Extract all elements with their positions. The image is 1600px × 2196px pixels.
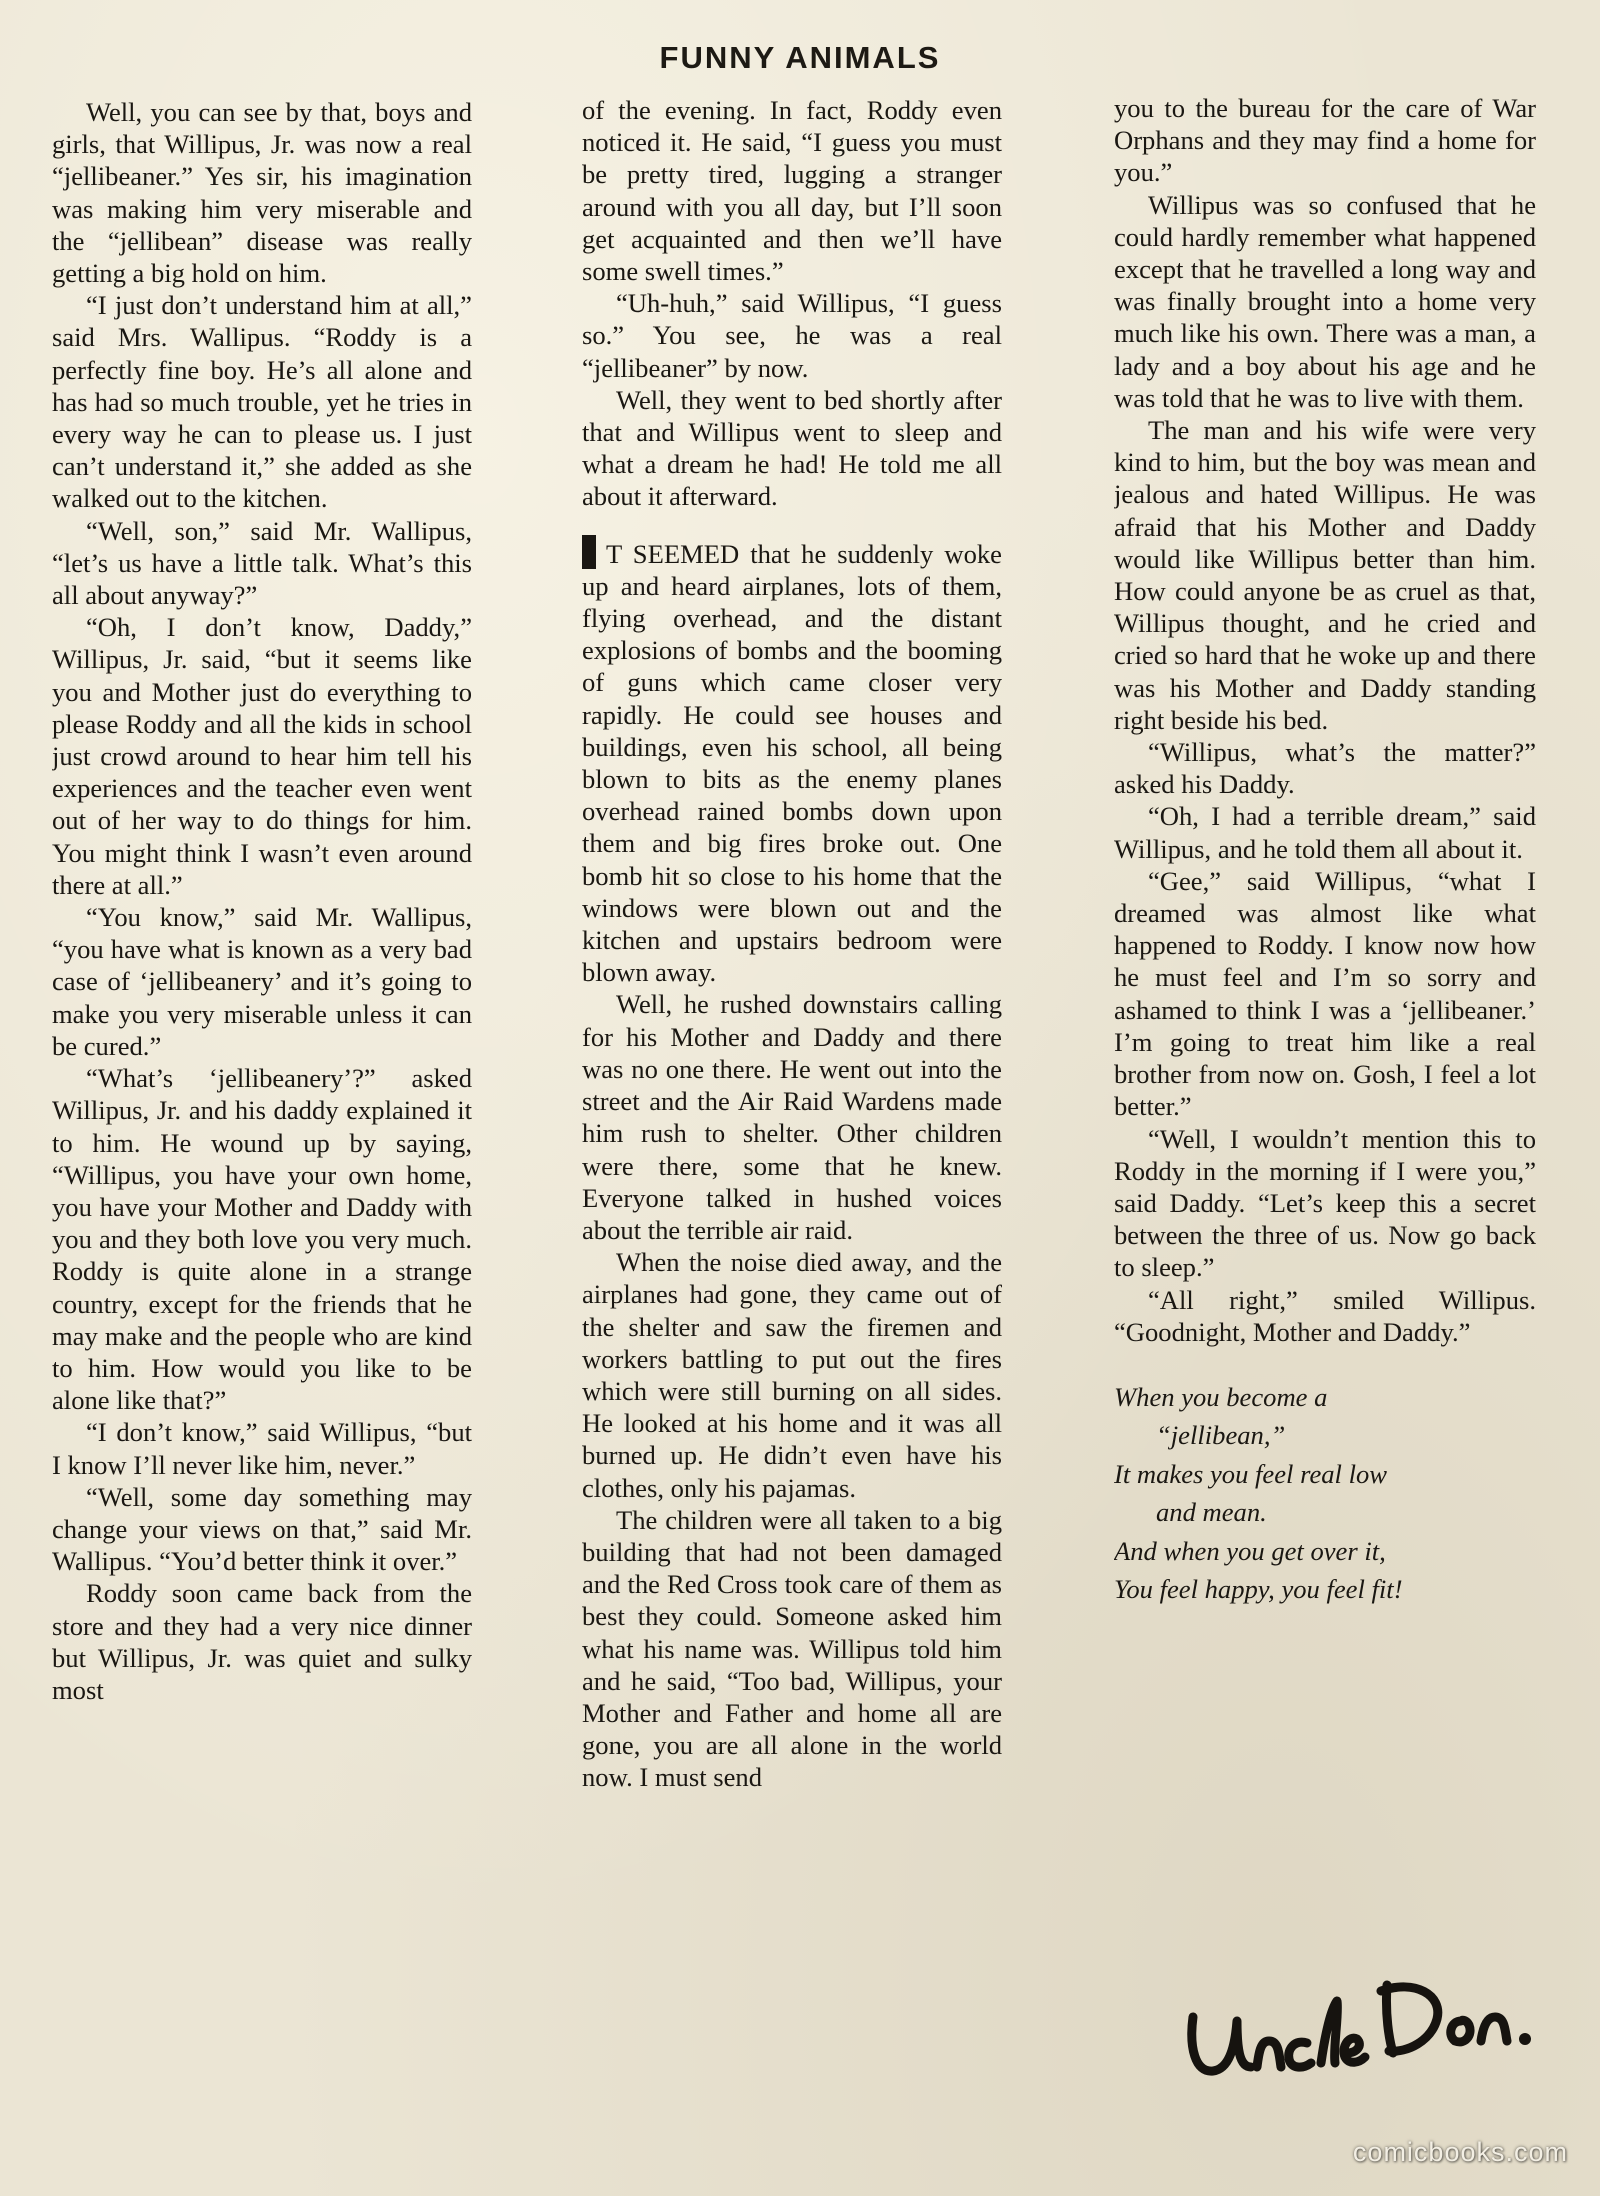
text-column-3 [1114,92,1536,2152]
poem-line: And when you get over it, [1114,1535,1386,1566]
source-credit: comicbooks.com [1352,2137,1568,2167]
paragraph: “You know,” said Mr. Wallipus, “you have what is known as a very bad case of ‘jellibeanery’ and it’s going to make you very miserable unless it can be cured.” [52,902,472,1061]
text-column-2 [582,94,1002,2154]
paragraph: “What’s ‘jellibeanery’?” asked Willipus, Jr. and his daddy explained it to him. He wound up by saying, “Willipus, you have your own home, you have your Mother and Daddy with you and they both love you very much. Roddy is quite alone in a strange country, except for the friends that he may make and the people who are kind to him. How would you like to be alone like that?” [52,1063,472,1416]
poem-line: “jellibean,” [1156,1420,1286,1451]
paragraph: Roddy soon came back from the store and they had a very nice dinner but Willipus, Jr. was quiet and sulky most [52,1578,472,1705]
paragraph-continuation: of the evening. In fact, Roddy even noticed it. He said, “I guess you must be pretty tired, lugging a stranger around with you all day, but I’ll soon get acquainted and then we’ll have some swell times.” [582,95,1002,287]
closing-poem [1114,1378,1536,1609]
uncle-don-signature [1175,1955,1555,2095]
text-column-1 [52,96,472,2156]
page-title: FUNNY ANIMALS [659,40,941,75]
paragraph: The man and his wife were very kind to him, but the boy was mean and jealous and hated Willipus. He was afraid that his Mother and Daddy would like Willipus better than him. How could anyone be as cruel as that, Willipus thought, and he cried and cried so hard that he woke up and there was his Mother and Daddy standing right beside his bed. [1114,415,1536,735]
paragraph: When the noise died away, and the airplanes had gone, they came out of the shelter and saw the firemen and workers battling to put out the fires which were still burning on all sides. He looked at his home and it was all burned up. He didn’t even have his clothes, only his pajamas. [582,1247,1002,1503]
paragraph: “Oh, I don’t know, Daddy,” Willipus, Jr. said, “but it seems like you and Mother just do everything to please Roddy and all the kids in school just crowd around to hear him tell his experiences and the teacher even went out of her way to do things for him. You might think I wasn’t even around there at all.” [52,612,472,900]
paragraph: “Uh-huh,” said Willipus, “I guess so.” You see, he was a real “jellibeaner” by now. [582,288,1002,383]
paragraph: “I don’t know,” said Willipus, “but I know I’ll never like him, never.” [52,1417,472,1480]
dropcap-letter [582,535,596,569]
paragraph: “Willipus, what’s the matter?” asked his Daddy. [1114,737,1536,800]
paragraph: The children were all taken to a big building that had not been damaged and the Red Cross took care of them as best they could. Someone asked him what his name was. Willipus told him and he said, “Too bad, Willipus, your Mother and Father and home all are gone, you are all alone in the world now. I must send [582,1504,1002,1793]
paragraph: Well, you can see by that, boys and girls, that Willipus, Jr. was now a real “jellibeaner.” Yes sir, his imagination was making him very miserable and the “jellibean” disease was really getting a big hold on him. [52,97,472,289]
paragraph: “Gee,” said Willipus, “what I dreamed was almost like what happened to Roddy. I know now how he must feel and I’m so sorry and ashamed to think I was a ‘jellibeaner.’ I’m going to treat him like a real brother from now on. Gosh, I feel a lot better.” [1114,865,1536,1122]
paragraph: Willipus was so confused that he could hardly remember what happened except that he travelled a long way and was finally brought into a home very much like his own. There was a man, a lady and a boy about his age and he was told that he was to live with them. [1114,189,1536,413]
paragraph: “Oh, I had a terrible dream,” said Willipus, and he told them all about it. [1114,801,1536,864]
paragraph: Well, he rushed downstairs calling for his Mother and Daddy and there was no one there. He went out into the street and the Air Raid Wardens made him rush to shelter. Other children were there, some that he knew. Everyone talked in hushed voices about the terrible air raid. [582,989,1002,1245]
paragraph: “Well, some day something may change your views on that,” said Mr. Wallipus. “You’d better think it over.” [52,1481,472,1577]
paragraph: “Well, son,” said Mr. Wallipus, “let’s us have a little talk. What’s this all about anyway?” [52,515,472,611]
poem-line: and mean. [1156,1497,1267,1528]
paragraph: “I just don’t understand him at all,” said Mrs. Wallipus. “Roddy is a perfectly fine boy. He’s all alone and has had so much trouble, yet he tries in every way he can to please us. I just can’t understand it,” she added as she walked out to the kitchen. [52,290,472,514]
dropcap-paragraph-text: T SEEMED that he suddenly woke up and heard airplanes, lots of them, flying overhead, and the distant explosions of bombs and the booming of guns which came closer very rapidly. He could see houses and buildings, even his school, all being blown to bits as the enemy planes overhead rained bombs down upon them and big fires broke out. One bomb hit so close to his home that the windows were blown out and the kitchen and upstairs bedroom were blown away. [582,538,1002,988]
paragraph: “Well, I wouldn’t mention this to Roddy in the morning if I were you,” said Daddy. “Let’s keep this a secret between the three of us. Now go back to sleep.” [1114,1123,1536,1283]
poem-line: You feel happy, you feel fit! [1114,1574,1403,1605]
poem-line: When you become a [1114,1381,1328,1412]
paragraph: Well, they went to bed shortly after that and Willipus went to sleep and what a dream he had! He told me all about it afterward. [582,384,1002,512]
paragraph: “All right,” smiled Willipus. “Goodnight, Mother and Daddy.” [1114,1284,1536,1347]
dropcap-paragraph [582,535,1002,989]
poem-line: It makes you feel real low [1114,1458,1388,1489]
paragraph-continuation: you to the bureau for the care of War Orphans and they may find a home for you.” [1114,93,1536,188]
